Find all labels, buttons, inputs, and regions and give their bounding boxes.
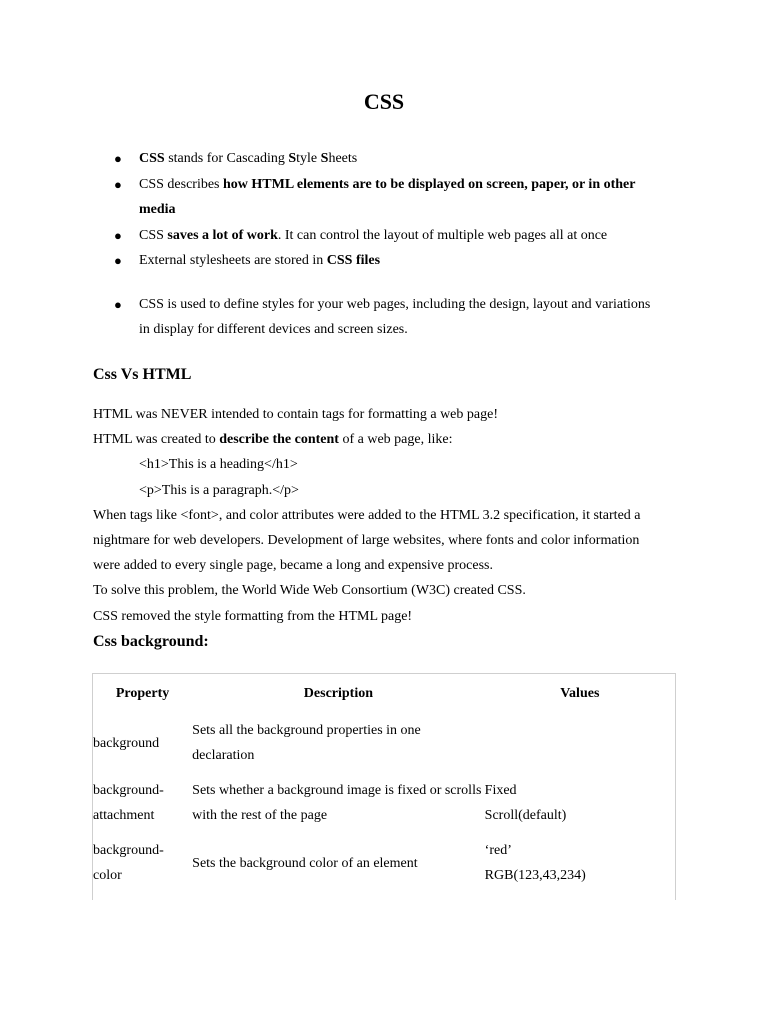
table-row: [92, 833, 675, 893]
section-heading-css-vs-html: Css Vs HTML: [93, 366, 192, 383]
css-vs-html-paragraph: [93, 402, 663, 629]
page-title: CSS: [363, 89, 405, 114]
column-header: Values: [560, 685, 600, 701]
bullet-icon: ●: [114, 296, 122, 312]
bullet-icon: ●: [114, 176, 122, 192]
values-cell: [485, 713, 675, 773]
column-header: Property: [115, 685, 170, 701]
list-item-text: External stylesheets are stored in CSS files: [139, 253, 381, 268]
property-cell: background-attachment: [93, 783, 164, 823]
list-item: [114, 146, 659, 172]
table-row: [92, 713, 675, 773]
list-item: [114, 172, 659, 223]
list-item-text: CSS describes how HTML elements are to be displayed on screen, paper, or in other media: [139, 176, 636, 217]
bullet-icon: ●: [114, 227, 122, 243]
paragraph-line: CSS removed the style formatting from the HTML page!: [93, 608, 413, 624]
values-cell: ‘red’ RGB(123,43,234): [484, 843, 586, 883]
table-header-row: [92, 673, 675, 713]
paragraph-line: HTML was created to describe the content of a web page, like:: [93, 432, 453, 448]
table-row: [92, 773, 675, 833]
property-cell: background-color: [93, 843, 164, 883]
list-item-text: CSS saves a lot of work. It can control the layout of multiple web pages all at once: [139, 227, 608, 243]
paragraph-line: When tags like <font>, and color attributes were added to the HTML 3.2 specification, it started a nightmare for web developers. Development of large websites, where fonts and color information were added to every single page, became a long and expensive process.: [93, 507, 641, 574]
code-example: <h1>This is a heading</h1>: [139, 457, 298, 473]
paragraph-line: HTML was NEVER intended to contain tags for formatting a web page!: [93, 407, 498, 422]
list-item: [114, 223, 659, 249]
paragraph-line: To solve this problem, the World Wide Web Consortium (W3C) created CSS.: [93, 583, 526, 599]
description-cell: Sets all the background properties in one declaration: [192, 723, 421, 763]
description-cell: Sets the background color of an element: [192, 855, 418, 871]
section-heading-css-background: Css background:: [93, 633, 209, 650]
code-example: <p>This is a paragraph.</p>: [139, 482, 299, 498]
description-cell: Sets whether a background image is fixed or scrolls with the rest of the page: [192, 783, 482, 823]
list-item: [114, 248, 659, 274]
values-cell: Fixed Scroll(default): [484, 783, 567, 823]
properties-table: [92, 673, 675, 893]
column-header: Description: [303, 685, 374, 701]
list-item-text: CSS stands for Cascading Style Sheets: [139, 151, 358, 166]
bullet-icon: ●: [114, 151, 122, 166]
list-item: [114, 292, 659, 343]
bullet-list: [114, 146, 659, 343]
list-item-text: CSS is used to define styles for your web pages, including the design, layout and variations in display for different devices and screen sizes.: [139, 296, 651, 337]
bullet-icon: ●: [114, 253, 122, 268]
property-cell: background: [93, 735, 160, 751]
